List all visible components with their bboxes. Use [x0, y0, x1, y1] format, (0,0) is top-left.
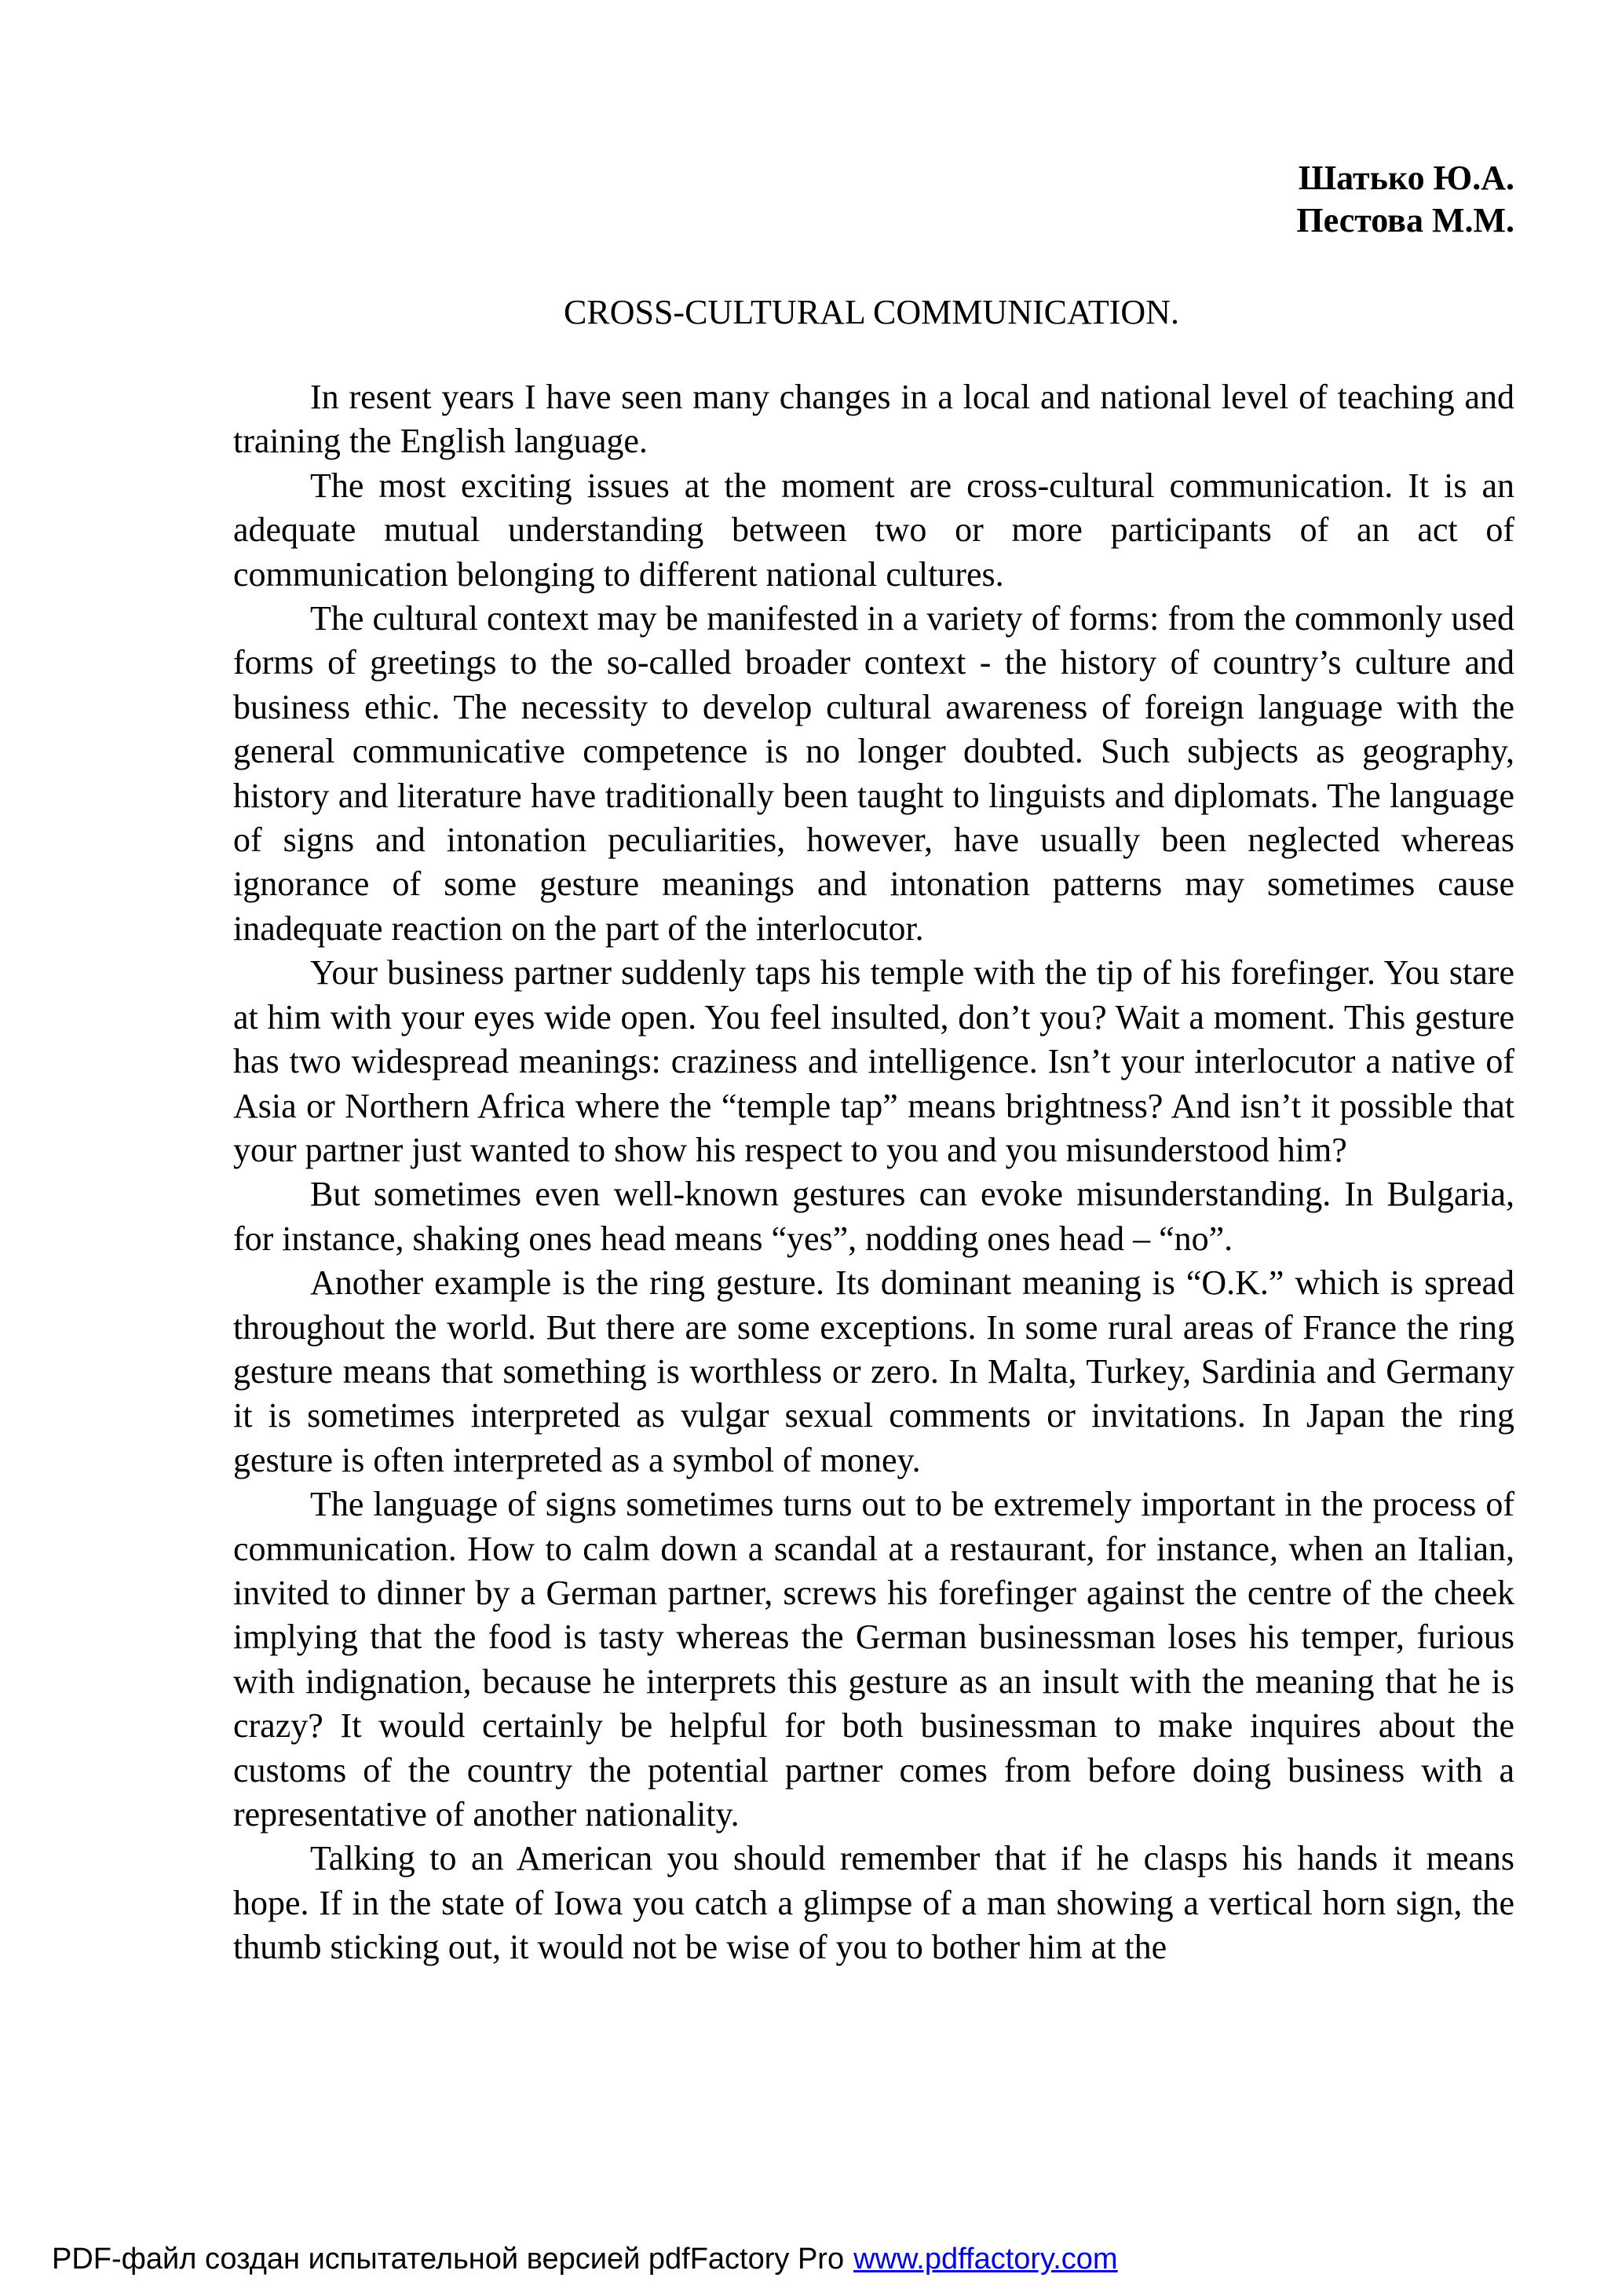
paragraph: The cultural context may be manifested in a variety of forms: from the commonly used forms of greetings to the so-called broader context - the history of country’s culture and business ethic. The necessity to develop cultural awareness of foreign language with the general communicative competence is no longer doubted. Such subjects as geography, history and literature have traditionally been taught to linguists and diplomats. The language of signs and intonation peculiarities, however, have usually been neglected whereas ignorance of some gesture meanings and intonation patterns may sometimes cause inadequate reaction on the part of the interlocutor. — [233, 599, 1514, 948]
paragraph: But sometimes even well-known gestures can evoke misunderstanding. In Bulgaria, for instance, shaking ones head means “yes”, nodding ones head – “no”. — [233, 1175, 1514, 1258]
footer-text: PDF-файл создан испытательной версией pdfFactory Pro — [52, 2243, 845, 2276]
paragraph: In resent years I have seen many changes in a local and national level of teaching and training the English language. — [233, 378, 1514, 461]
paragraph: Talking to an American you should remember that if he clasps his hands it means hope. If in the state of Iowa you catch a glimpse of a man showing a vertical horn sign, the thumb sticking out, it would not be wise of you to bother him at the — [233, 1839, 1514, 1967]
author-name: Пестова М.М. — [1296, 201, 1514, 239]
document-title: CROSS-CULTURAL COMMUNICATION. — [564, 293, 1179, 331]
document-body — [233, 375, 1514, 1970]
paragraph: Your business partner suddenly taps his temple with the tip of his forefinger. You stare at him with your eyes wide open. You feel insulted, don’t you? Wait a moment. This gesture has two widespread meanings: craziness and intelligence. Isn’t your interlocutor a native of Asia or Northern Africa where the “temple tap” means brightness? And isn’t it possible that your partner just wanted to show his respect to you and you misunderstood him? — [233, 953, 1514, 1169]
paragraph: The most exciting issues at the moment are cross-cultural communication. It is an adequate mutual understanding between two or more participants of an act of communication belonging to different national cultures. — [233, 466, 1514, 594]
pdf-footer — [52, 2242, 1118, 2276]
authors-block — [1296, 157, 1514, 242]
footer-link[interactable]: www.pdffactory.com — [853, 2243, 1118, 2276]
paragraph: Another example is the ring gesture. Its dominant meaning is “O.K.” which is spread throughout the world. But there are some exceptions. In some rural areas of France the ring gesture means that something is worthless or zero. In Malta, Turkey, Sardinia and Germany it is sometimes interpreted as vulgar sexual comments or invitations. In Japan the ring gesture is often interpreted as a symbol of money. — [233, 1263, 1514, 1479]
paragraph: The language of signs sometimes turns out to be extremely important in the process of communication. How to calm down a scandal at a restaurant, for instance, when an Italian, invited to dinner by a German partner, screws his forefinger against the centre of the cheek implying that the food is tasty whereas the German businessman loses his temper, furious with indignation, because he interprets this gesture as an insult with the meaning that he is crazy? It would certainly be helpful for both businessman to make inquires about the customs of the country the potential partner comes from before doing business with a representative of another nationality. — [233, 1485, 1514, 1834]
author-name: Шатько Ю.А. — [1298, 159, 1514, 197]
